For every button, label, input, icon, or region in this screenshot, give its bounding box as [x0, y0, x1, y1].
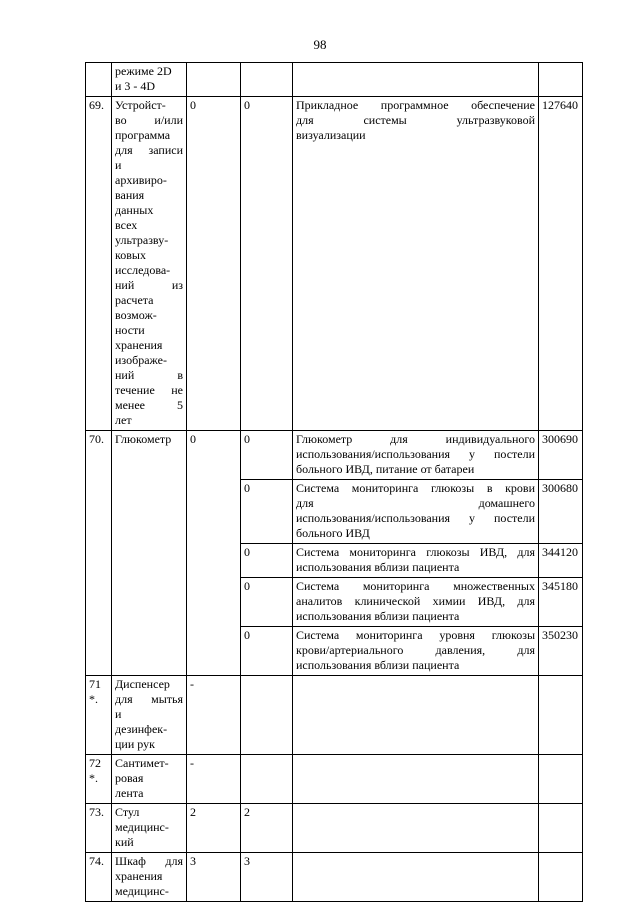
item-name: Сантимет- ровая лента — [112, 755, 187, 804]
quantity-cell: 3 — [187, 853, 241, 902]
row-number: 70. — [86, 431, 112, 676]
description-cell: Прикладное программное обеспечение для системы ультразвуковой визуализации — [293, 97, 539, 431]
table-row — [86, 804, 583, 853]
quantity-cell: 0 — [241, 431, 293, 480]
quantity-cell: 0 — [241, 544, 293, 578]
description-cell — [293, 676, 539, 755]
code-cell — [539, 804, 583, 853]
row-number: 72*. — [86, 755, 112, 804]
quantity-cell: 3 — [241, 853, 293, 902]
table-row — [86, 853, 583, 902]
item-name: Шкаф для хранения медицинс- — [112, 853, 187, 902]
row-number: 73. — [86, 804, 112, 853]
item-name: Стул медицинс- кий — [112, 804, 187, 853]
quantity-cell: 0 — [241, 627, 293, 676]
code-cell — [539, 853, 583, 902]
code-cell: 300690 — [539, 431, 583, 480]
description-cell: Система мониторинга множественных аналитов клинической химии ИВД, для использования вблизи пациента — [293, 578, 539, 627]
row-number: 71*. — [86, 676, 112, 755]
equipment-table — [85, 62, 583, 902]
page-number: 98 — [313, 37, 327, 52]
code-cell: 350230 — [539, 627, 583, 676]
quantity-cell: - — [187, 676, 241, 755]
item-name: Устройст- во и/или программа для записи и архивиро- вания данных всех ультразву- ковых исследова- ний из расчета возмож- ности хранения изображе- ний в течение не менее 5 лет — [112, 97, 187, 431]
quantity-cell: 0 — [241, 97, 293, 431]
description-cell — [293, 853, 539, 902]
quantity-cell — [241, 63, 293, 97]
quantity-cell: - — [187, 755, 241, 804]
table-row — [86, 97, 583, 431]
item-name: режиме 2D и 3 - 4D — [112, 63, 187, 97]
table-row — [86, 63, 583, 97]
quantity-cell: 0 — [241, 480, 293, 544]
table-row — [86, 676, 583, 755]
quantity-cell: 0 — [187, 97, 241, 431]
table-row — [86, 755, 583, 804]
table-row — [86, 431, 583, 480]
quantity-cell — [241, 755, 293, 804]
row-number: 69. — [86, 97, 112, 431]
description-cell: Глюкометр для индивидуального использования/использования у постели больного ИВД, питание от батареи — [293, 431, 539, 480]
description-cell: Система мониторинга глюкозы в крови для домашнего использования/использования у постели больного ИВД — [293, 480, 539, 544]
quantity-cell: 0 — [241, 578, 293, 627]
code-cell: 345180 — [539, 578, 583, 627]
code-cell: 344120 — [539, 544, 583, 578]
quantity-cell — [187, 63, 241, 97]
code-cell: 300680 — [539, 480, 583, 544]
code-cell — [539, 63, 583, 97]
quantity-cell: 2 — [241, 804, 293, 853]
quantity-cell: 0 — [187, 431, 241, 676]
description-cell — [293, 804, 539, 853]
code-cell — [539, 755, 583, 804]
description-cell: Система мониторинга глюкозы ИВД, для использования вблизи пациента — [293, 544, 539, 578]
item-name: Глюкометр — [112, 431, 187, 676]
quantity-cell: 2 — [187, 804, 241, 853]
description-cell — [293, 755, 539, 804]
code-cell — [539, 676, 583, 755]
row-number — [86, 63, 112, 97]
quantity-cell — [241, 676, 293, 755]
code-cell: 127640 — [539, 97, 583, 431]
row-number: 74. — [86, 853, 112, 902]
description-cell: Система мониторинга уровня глюкозы крови/артериального давления, для использования вблизи пациента — [293, 627, 539, 676]
item-name: Диспенсер для мытья и дезинфек- ции рук — [112, 676, 187, 755]
description-cell — [293, 63, 539, 97]
